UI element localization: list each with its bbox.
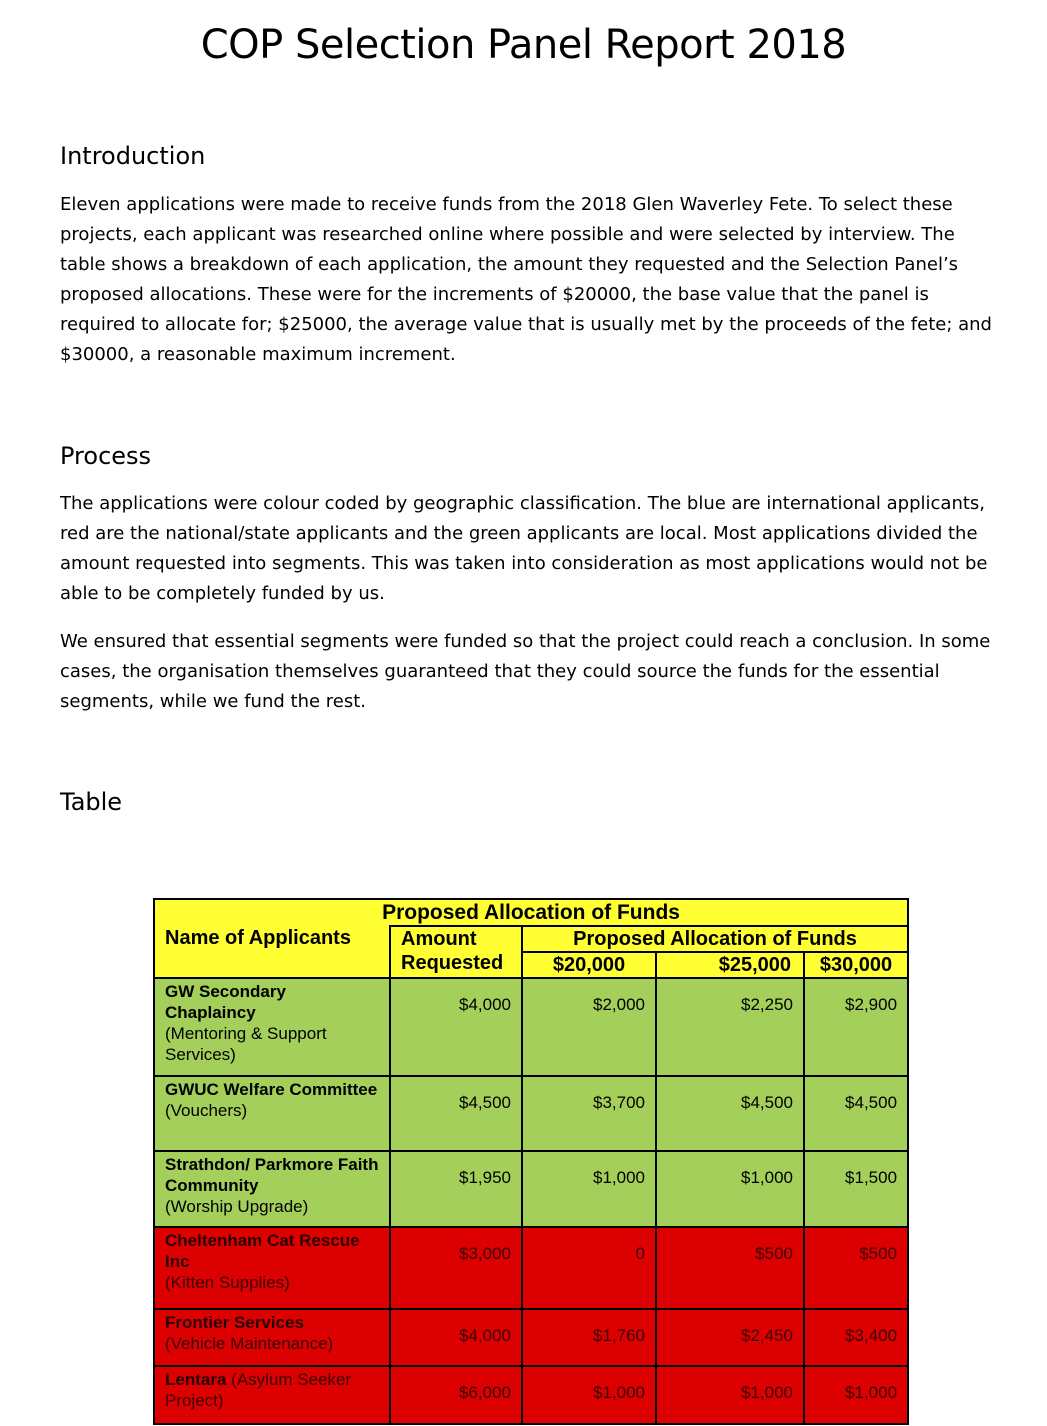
process-paragraph-1: The applications were colour coded by geographic classification. The blue are international applicants, red are the national/state applicants and the green applicants are local. Most applications divided the amount requested into segments. This was taken into consideration as most applications would not be able to be completely funded by us. — [60, 493, 988, 604]
applicant-name: Lentara — [165, 1370, 227, 1389]
allocation-20000: $1,000 — [522, 1366, 656, 1424]
applicant-name-cell — [154, 1227, 390, 1309]
table-row — [154, 1076, 908, 1151]
page-title: COP Selection Panel Report 2018 — [200, 22, 847, 68]
allocation-20000: 0 — [522, 1227, 656, 1309]
header-name-label: Name of Applicants — [165, 927, 351, 949]
allocation-30000: $1,000 — [804, 1366, 908, 1424]
section-heading-process: Process — [60, 442, 152, 470]
header-increment-25000: $25,000 — [656, 952, 804, 978]
allocation-20000: $1,000 — [522, 1151, 656, 1227]
header-allocation-group — [522, 926, 908, 952]
header-increment-30000: $30,000 — [804, 952, 908, 978]
applicant-name: Strathdon/ Parkmore Faith Community — [165, 1155, 379, 1195]
applicant-project: (Worship Upgrade) — [165, 1197, 309, 1216]
applicant-project: (Kitten Supplies) — [165, 1273, 290, 1292]
applicant-name-cell — [154, 1309, 390, 1366]
table-row — [154, 1227, 908, 1309]
amount-requested: $4,000 — [390, 978, 522, 1076]
allocation-table — [153, 898, 909, 1425]
allocation-30000: $2,900 — [804, 978, 908, 1076]
applicant-name-cell — [154, 1151, 390, 1227]
header-amount-requested — [390, 926, 522, 978]
allocation-20000: $1,760 — [522, 1309, 656, 1366]
table-header-row — [154, 926, 908, 952]
table-row — [154, 1366, 908, 1424]
process-paragraph-2: We ensured that essential segments were funded so that the project could reach a conclusion. In some cases, the organisation themselves guaranteed that they could source the funds for the essential segments, while we fund the rest. — [60, 631, 991, 712]
allocation-30000: $1,500 — [804, 1151, 908, 1227]
table-row — [154, 978, 908, 1076]
amount-requested: $6,000 — [390, 1366, 522, 1424]
table-caption-row — [154, 899, 908, 926]
amount-requested: $4,500 — [390, 1076, 522, 1151]
allocation-30000: $500 — [804, 1227, 908, 1309]
table-row — [154, 1309, 908, 1366]
header-increment-20000: $20,000 — [522, 952, 656, 978]
applicant-project: (Vehicle Maintenance) — [165, 1334, 334, 1353]
allocation-30000: $4,500 — [804, 1076, 908, 1151]
applicant-project: (Vouchers) — [165, 1101, 248, 1120]
header-amount-line1: Amount — [401, 928, 477, 950]
allocation-25000: $500 — [656, 1227, 804, 1309]
amount-requested: $3,000 — [390, 1227, 522, 1309]
applicant-name-cell — [154, 1366, 390, 1424]
introduction-paragraph: Eleven applications were made to receive funds from the 2018 Glen Waverley Fete. To select these projects, each applicant was researched online where possible and were selected by interview. The table shows a breakdown of each application, the amount they requested and the Selection Panel’s proposed allocations. These were for the increments of $20000, the base value that the panel is required to allocate for; $25000, the average value that is usually met by the proceeds of the fete; and $30000, a reasonable maximum increment. — [60, 194, 992, 365]
applicant-name: Frontier Services — [165, 1313, 304, 1332]
allocation-25000: $2,450 — [656, 1309, 804, 1366]
amount-requested: $1,950 — [390, 1151, 522, 1227]
allocation-25000: $1,000 — [656, 1151, 804, 1227]
header-amount-line2: Requested — [401, 952, 504, 974]
applicant-name: GW Secondary Chaplaincy — [165, 982, 286, 1022]
table-caption: Proposed Allocation of Funds — [382, 901, 680, 924]
header-allocation-group-label: Proposed Allocation of Funds — [573, 928, 857, 950]
applicant-project: (Asylum Seeker Project) — [165, 1370, 352, 1410]
applicant-name-cell — [154, 1076, 390, 1151]
header-name-of-applicants — [154, 926, 390, 978]
table-row — [154, 1151, 908, 1227]
applicant-project: (Mentoring & Support Services) — [165, 1024, 327, 1064]
section-heading-table: Table — [60, 788, 123, 816]
allocation-20000: $3,700 — [522, 1076, 656, 1151]
applicant-name: GWUC Welfare Committee — [165, 1080, 378, 1099]
amount-requested: $4,000 — [390, 1309, 522, 1366]
applicant-name: Cheltenham Cat Rescue Inc — [165, 1231, 360, 1271]
allocation-25000: $1,000 — [656, 1366, 804, 1424]
allocation-25000: $4,500 — [656, 1076, 804, 1151]
allocation-20000: $2,000 — [522, 978, 656, 1076]
allocation-30000: $3,400 — [804, 1309, 908, 1366]
allocation-25000: $2,250 — [656, 978, 804, 1076]
applicant-name-cell — [154, 978, 390, 1076]
section-heading-introduction: Introduction — [60, 142, 206, 170]
